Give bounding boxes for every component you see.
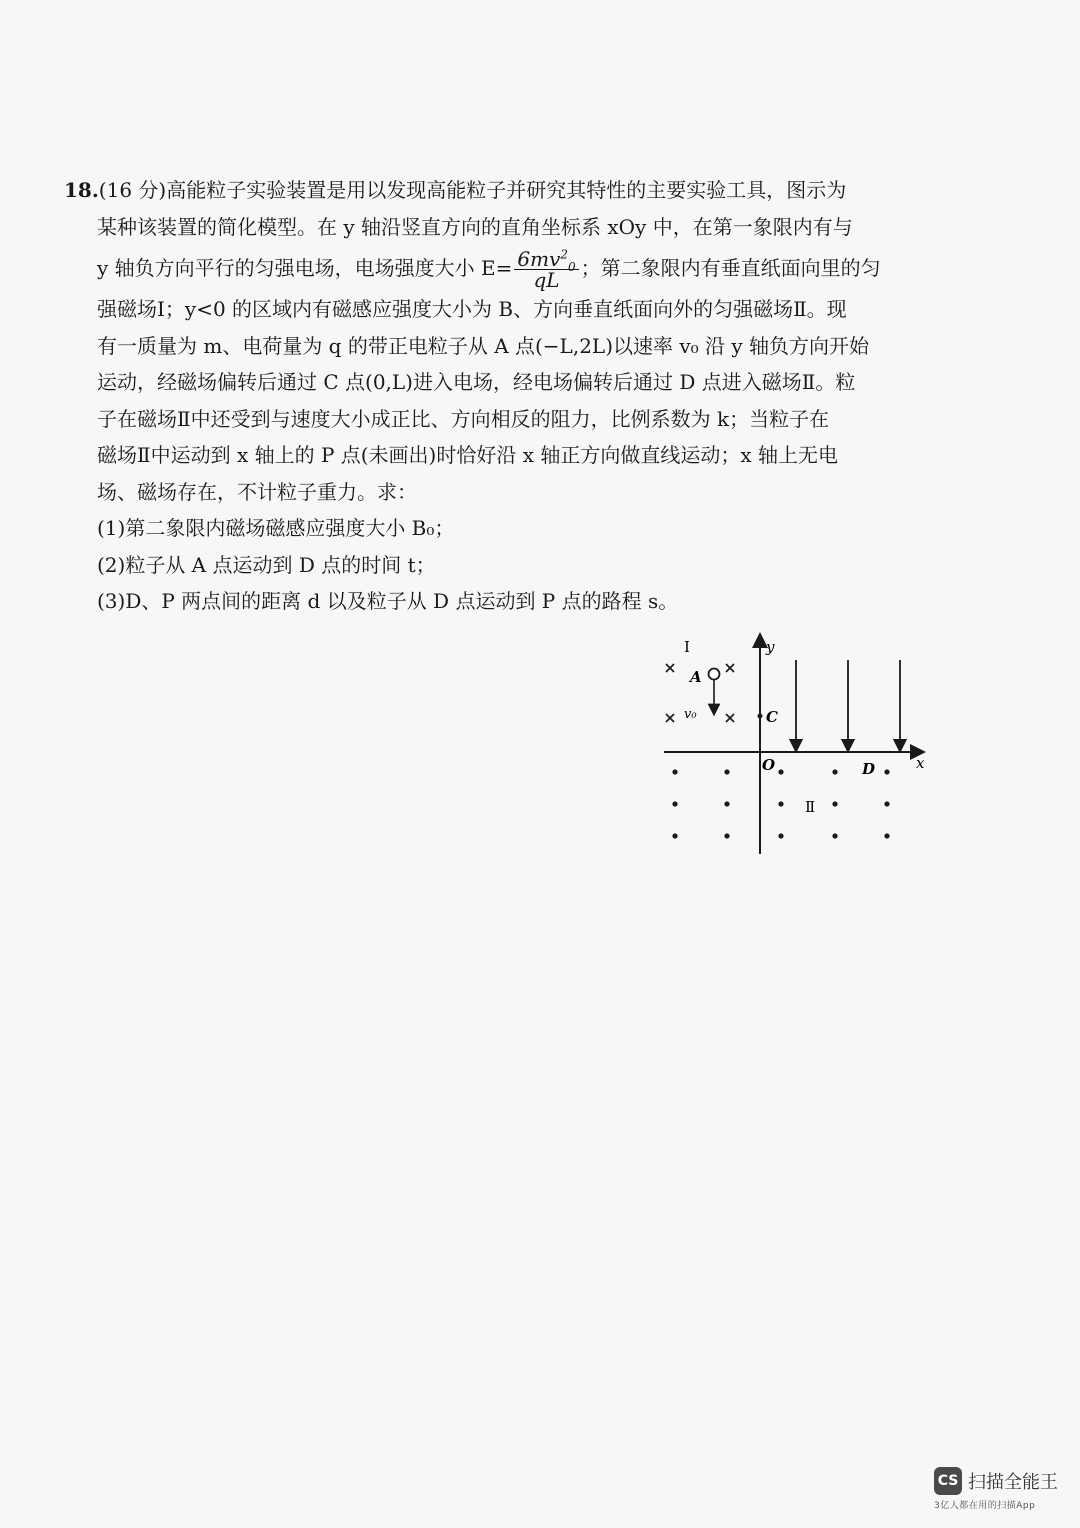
question-line-4: 强磁场Ⅰ；y<0 的区域内有磁感应强度大小为 B、方向垂直纸面向外的匀强磁场Ⅱ。现 <box>97 297 847 321</box>
region-II-label: Ⅱ <box>805 798 816 816</box>
watermark-app-name: 扫描全能王 <box>968 1472 1058 1493</box>
x-axis-label: x <box>916 754 925 772</box>
question-18 <box>64 172 964 620</box>
question-line-5: 有一质量为 m、电荷量为 q 的带正电粒子从 A 点(−L,2L)以速率 v₀ 沿 y 轴负方向开始 <box>97 333 870 358</box>
question-line-8: 磁场Ⅱ中运动到 x 轴上的 P 点(未画出)时恰好沿 x 轴正方向做直线运动；x 轴上无电 <box>97 443 838 467</box>
velocity-label: v₀ <box>684 707 697 722</box>
point-D-label: D <box>862 760 876 778</box>
question-line-1 <box>64 172 964 209</box>
particle-A <box>709 669 720 680</box>
point-C <box>758 714 763 719</box>
point-C-label: C <box>766 708 778 726</box>
question-line-9: 场、磁场存在，不计粒子重力。求： <box>97 479 417 504</box>
question-text-line-3a: y 轴负方向平行的匀强电场，电场强度大小 E= <box>97 256 513 280</box>
y-axis-label: y <box>766 638 775 656</box>
question-text-line-3b: ；第二象限内有垂直纸面向里的匀 <box>580 256 881 280</box>
region-I-label: Ⅰ <box>684 638 690 656</box>
sub-question-3: (3)D、P 两点间的距离 d 以及粒子从 D 点运动到 P 点的路程 s。 <box>97 589 679 613</box>
watermark-tagline: 3亿人都在用的扫描App <box>934 1501 1036 1511</box>
sub-question-1: (1)第二象限内磁场磁感应强度大小 B₀； <box>97 516 455 540</box>
formula-denominator: qL <box>533 268 560 292</box>
formula-numerator: $6mv^2_0$ <box>514 249 578 270</box>
question-number: 18. <box>64 178 99 202</box>
question-line-7: 子在磁场Ⅱ中还受到与速度大小成正比、方向相反的阻力，比例系数为 k；当粒子在 <box>97 406 830 431</box>
question-points: (16 分) <box>98 178 167 202</box>
electric-field-lines <box>796 660 900 746</box>
camscanner-logo-icon: CS <box>934 1467 962 1495</box>
physics-diagram <box>650 630 940 860</box>
field-II-dots <box>672 769 889 838</box>
question-text-line-1: 高能粒子实验装置是用以发现高能粒子并研究其特性的主要实验工具，图示为 <box>166 178 847 202</box>
question-line-6: 运动，经磁场偏转后通过 C 点(0,L)进入电场，经电场偏转后通过 D 点进入磁场Ⅱ。粒 <box>97 370 856 394</box>
scanner-watermark <box>930 1464 1065 1514</box>
electric-field-formula <box>514 249 578 290</box>
sub-question-2: (2)粒子从 A 点运动到 D 点的时间 t； <box>97 552 436 577</box>
question-line-2: 某种该装置的简化模型。在 y 轴沿竖直方向的直角坐标系 xOy 中，在第一象限内有与 <box>97 214 853 239</box>
origin-label: O <box>762 756 776 774</box>
question-line-3 <box>64 245 964 291</box>
point-A-label: A <box>690 668 702 686</box>
